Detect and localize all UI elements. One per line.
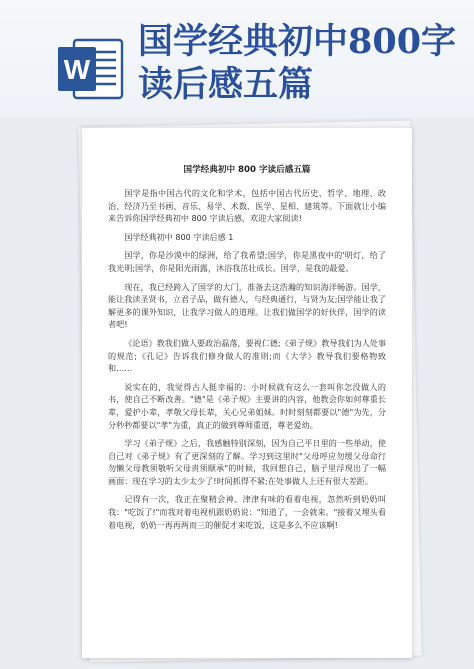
- header-banner: [0, 0, 474, 118]
- section-heading: 国学经典初中 800 字读后感 1: [124, 231, 234, 242]
- page-title: 国学经典初中800字读后感五篇: [138, 21, 457, 105]
- document-title: 国学经典初中 800 字读后感五篇: [183, 165, 311, 175]
- paragraph: 说实在的，我觉得古人挺幸福的：小时候就有这么一套叫你怎没做人的书，使自己不断改善。"德"是《弟子规》主要讲的内容，他教会你如何尊重长辈，爱护小辈，孝敬父母长辈，关心兄弟姐妹。时时刻刻都要以"德"为先，分分秒秒都要以"孝"为重，真正的做到尊师重道，尊老爱幼。: [108, 381, 386, 430]
- paragraph: 国学，你是沙漠中的绿洲，给了我希望;国学，你是黑夜中的'明灯，给了我光明;国学，你是阳光雨露，沐浴我茁壮成长。国学，是我的最爱。: [108, 250, 386, 273]
- word-logo-letter: W: [63, 54, 91, 85]
- paragraph: 学习《弟子规》之后，我感触特别深刻，因为自己平日里的一些举动，使自己对《弟子规》有了更深刻的了解。学习到这里时"父母呼应勿缓父母命行勿懒父母教须敬听父母责须顺承"的时候，我回想自己，脑子里浮现出了一幅画面：现在学习的太少太少了!时间抓得不紧;在处事做人上还有很大差距。: [108, 438, 386, 486]
- document-page: [82, 128, 412, 658]
- word-document-icon: [58, 38, 124, 100]
- paragraph: 《论语》教我们做人要政治磊落，要视仁德;《弟子规》教导我们为人处事的规范;《孔记》告诉我们修身做人的准则;而《大学》教导我们要格物致和……: [108, 337, 386, 374]
- paragraph-intro: 国学是指中国古代的文化和学术，包括中国古代历史、哲学、地理、政治、经济乃至书画、音乐、易学、术数、医学、星相、建筑等。下面就让小编来告诉你国学经典初中 800 字读后感，欢迎大家阅读!: [108, 188, 386, 224]
- paragraph: 现在，我已经跨入了国学的大门，准备去这浩瀚的知识海洋畅游。国学，能让我读圣贤书，立君子品，做有德人，与经典通行，与贤为友;国学能让我了解更多的课外知识，让我学习做人的道理。让我们做国学的好伙伴，国学的读者吧!: [108, 281, 386, 330]
- paragraph: 记得有一次，我正在聚精会神、津津有味的看着电视，忽然听到奶奶叫我："吃饭了!"而我对着电视机跟奶奶说："知道了，一会就来。"接着又埋头看着电视，奶奶一再再两而三的催促才来吃饭，这是多么不应该啊!: [108, 494, 386, 530]
